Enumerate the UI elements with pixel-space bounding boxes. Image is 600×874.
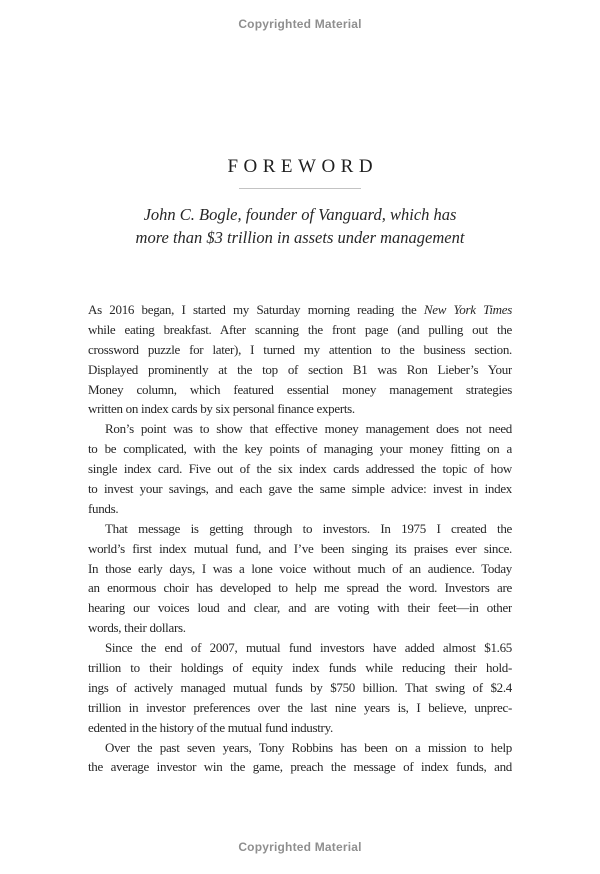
text-line: while eating breakfast. After scanning the front page (and pulling out the xyxy=(88,321,512,337)
text-segment: As 2016 began, I started my Saturday morning reading the xyxy=(88,302,424,317)
newspaper-name-italic: New York Times xyxy=(423,302,512,317)
text-line: funds. xyxy=(88,500,119,516)
text-line: crossword puzzle for later), I turned my attention to the business section. xyxy=(88,341,512,357)
text-line: world’s first index mutual fund, and I’ve been singing its praises ever since. xyxy=(88,540,512,556)
byline-line-2: more than $3 trillion in assets under management xyxy=(135,228,465,247)
copyright-notice-top: Copyrighted Material xyxy=(238,17,362,31)
text-line: hearing our voices loud and clear, and are voting with their feet—in other xyxy=(88,600,512,616)
foreword-body xyxy=(88,300,512,777)
text-line: ings of actively managed mutual funds by $750 billion. That swing of $2.4 xyxy=(88,679,512,695)
text-line: written on index cards by six personal finance experts. xyxy=(88,401,355,417)
text-line: an enormous choir has developed to help me spread the word. Investors are xyxy=(88,580,512,596)
text-line: Over the past seven years, Tony Robbins has been on a mission to help xyxy=(105,739,512,755)
text-line xyxy=(88,300,512,320)
title-divider xyxy=(239,188,361,189)
text-line: In those early days, I was a lone voice without much of an audience. Today xyxy=(88,560,512,576)
text-line: Money column, which featured essential money management strategies xyxy=(88,381,512,397)
text-line: Displayed prominently at the top of section B1 was Ron Lieber’s Your xyxy=(88,361,512,377)
text-line: words, their dollars. xyxy=(88,620,186,636)
text-line: to invest your savings, and each gave the same simple advice: invest in index xyxy=(88,481,512,497)
byline-line-1: John C. Bogle, founder of Vanguard, which has xyxy=(143,205,457,224)
page-title: FOREWORD xyxy=(227,156,379,177)
text-line: Ron’s point was to show that effective money management does not need xyxy=(105,421,512,437)
text-line: Since the end of 2007, mutual fund investors have added almost $1.65 xyxy=(105,640,512,656)
text-line: the average investor win the game, preach the message of index funds, and xyxy=(88,759,512,775)
text-line: That message is getting through to investors. In 1975 I created the xyxy=(105,520,512,536)
text-line: trillion in investor preferences over the last nine years is, I believe, unprec- xyxy=(88,699,512,715)
byline xyxy=(0,203,600,249)
text-line: trillion to their holdings of equity index funds while reducing their hold- xyxy=(88,660,512,676)
copyright-notice-bottom: Copyrighted Material xyxy=(238,840,362,854)
text-line: single index card. Five out of the six index cards addressed the topic of how xyxy=(88,461,512,477)
text-line: edented in the history of the mutual fund industry. xyxy=(88,719,333,735)
text-line: to be complicated, with the key points of managing your money fitting on a xyxy=(88,441,512,457)
